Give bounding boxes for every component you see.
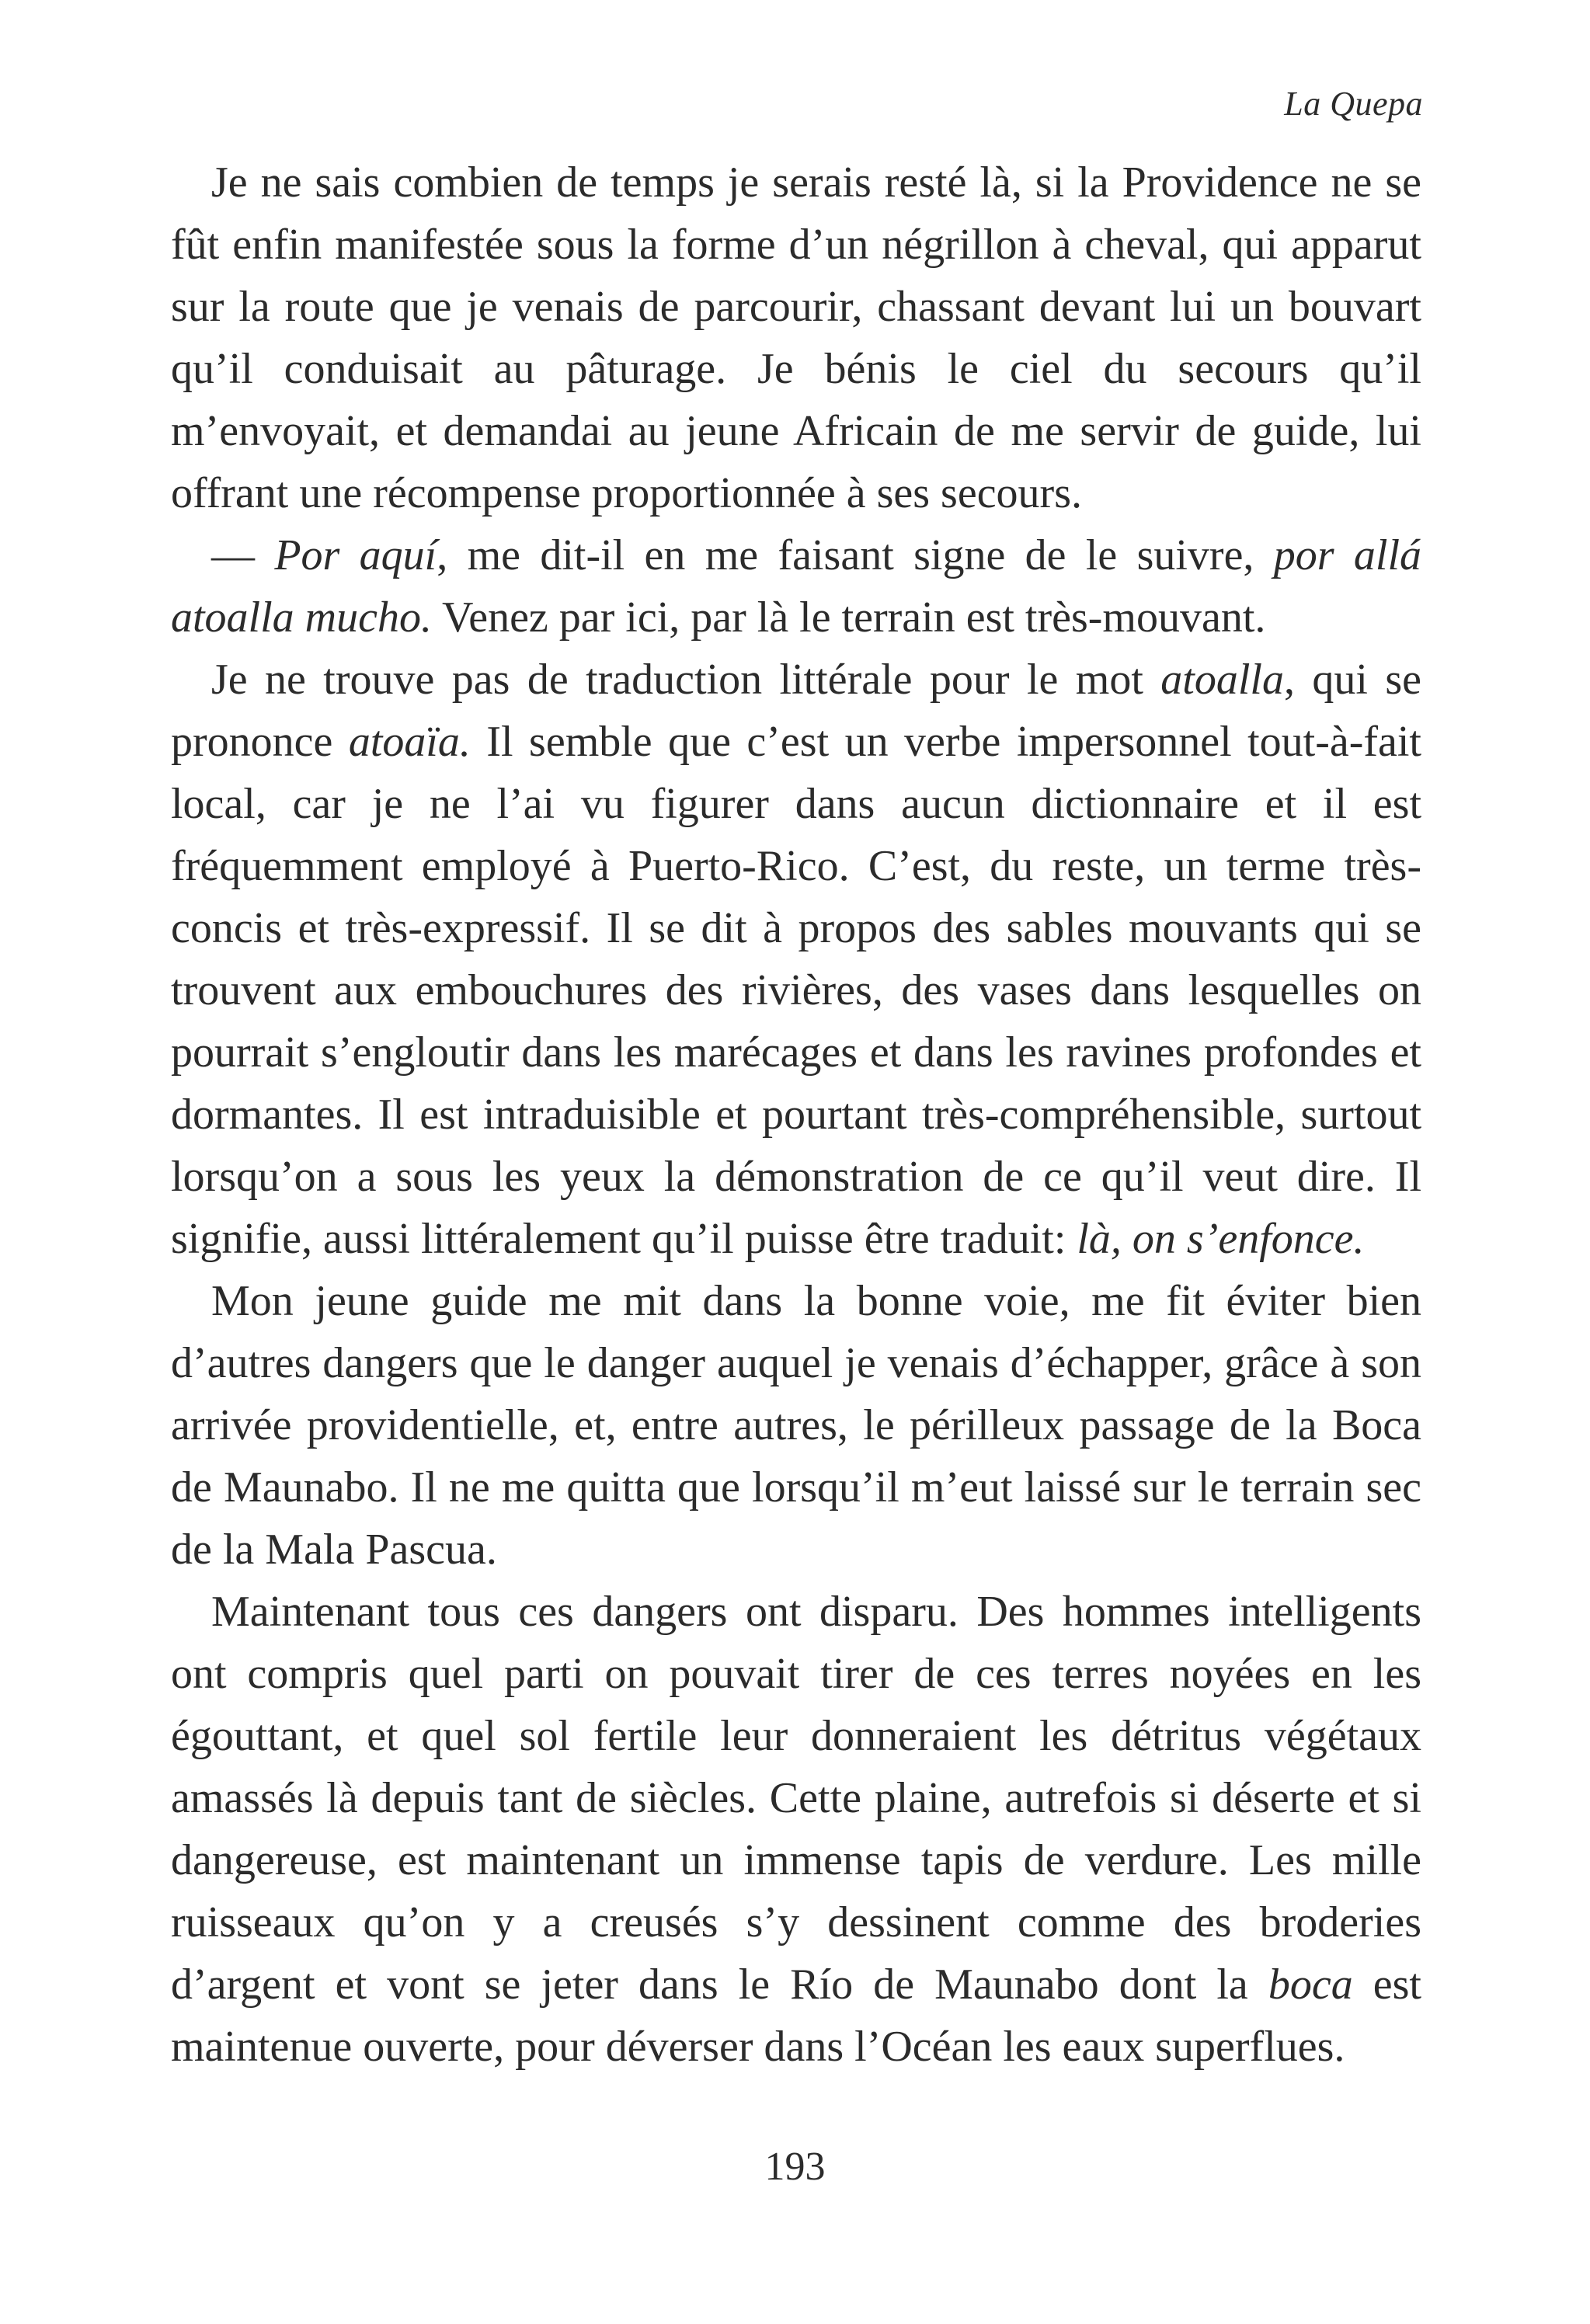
- paragraph-text: Il semble que c’est un verbe impersonnel tout-à-fait local, car je ne l’ai vu figurer dans aucun dictionnaire et il est fréquemment employé à Puerto-Rico. C’est, du reste, un terme très-concis et très-expressif. Il se dit à propos des sables mouvants qui se trouvent aux embouchures des rivières, des vases dans lesquelles on pourrait s’engloutir dans les marécages et dans les ravines profondes et dormantes. Il est intraduisible et pourtant très-compréhensible, surtout lorsqu’on a sous les yeux la démonstration de ce qu’il veut dire. Il signifie, aussi littéralement qu’il puisse être traduit:: [171, 718, 1421, 1263]
- paragraph-2: [171, 524, 1421, 649]
- paragraph-text: , me dit-il en me faisant signe de le suivre,: [437, 531, 1274, 579]
- paragraph-text: Je ne trouve pas de traduction littérale pour le mot: [211, 656, 1161, 704]
- paragraph-5: [171, 1581, 1421, 2078]
- paragraph-text: Venez par ici, par là le terrain est très-mouvant.: [431, 593, 1266, 642]
- paragraph-text: Maintenant tous ces dangers ont disparu. Des hommes intelligents ont compris quel parti on pouvait tirer de ces terres noyées en les égouttant, et quel sol fertile leur donneraient les détritus végétaux amassés là depuis tant de siècles. Cette plaine, autrefois si déserte et si dangereuse, est maintenant un immense tapis de verdure. Les mille ruisseaux qu’on y a creusés s’y dessinent comme des broderies d’argent et vont se jeter dans le Río de Maunabo dont la: [171, 1588, 1421, 2009]
- dialogue-dash: —: [211, 531, 275, 579]
- paragraph-1: Je ne sais combien de temps je serais resté là, si la Providence ne se fût enfin manifestée sous la forme d’un négrillon à cheval, qui apparut sur la route que je venais de parcourir, chassant devant lui un bouvart qu’il conduisait au pâturage. Je bénis le ciel du secours qu’il m’envoyait, et demandai au jeune Africain de me servir de guide, lui offrant une récompense proportionnée à ses secours.: [171, 158, 1421, 517]
- page-number: 193: [764, 2145, 826, 2189]
- spanish-phrase: Por aquí: [274, 531, 437, 579]
- paragraph-text: est maintenue ouverte, pour déverser dans l’Océan les eaux superflues.: [171, 1960, 1421, 2071]
- spanish-phrase: por allá atoalla mucho.: [171, 531, 1422, 642]
- italic-term: atoaïa.: [348, 718, 471, 766]
- italic-term: atoalla: [1160, 656, 1284, 704]
- paragraph-text: , qui se prononce: [171, 656, 1421, 766]
- italic-term: boca: [1268, 1960, 1353, 2009]
- page-body: [171, 151, 1421, 2078]
- italic-translation: là, on s’enfonce.: [1077, 1215, 1365, 1263]
- paragraph-3: [171, 649, 1421, 1270]
- running-header: La Quepa: [1284, 85, 1423, 123]
- paragraph-4: Mon jeune guide me mit dans la bonne voie, me fit éviter bien d’autres dangers que le danger auquel je venais d’échapper, grâce à son arrivée providentielle, et, entre autres, le périlleux passage de la Boca de Maunabo. Il ne me quitta que lorsqu’il m’eut laissé sur le terrain sec de la Mala Pascua.: [171, 1277, 1421, 1574]
